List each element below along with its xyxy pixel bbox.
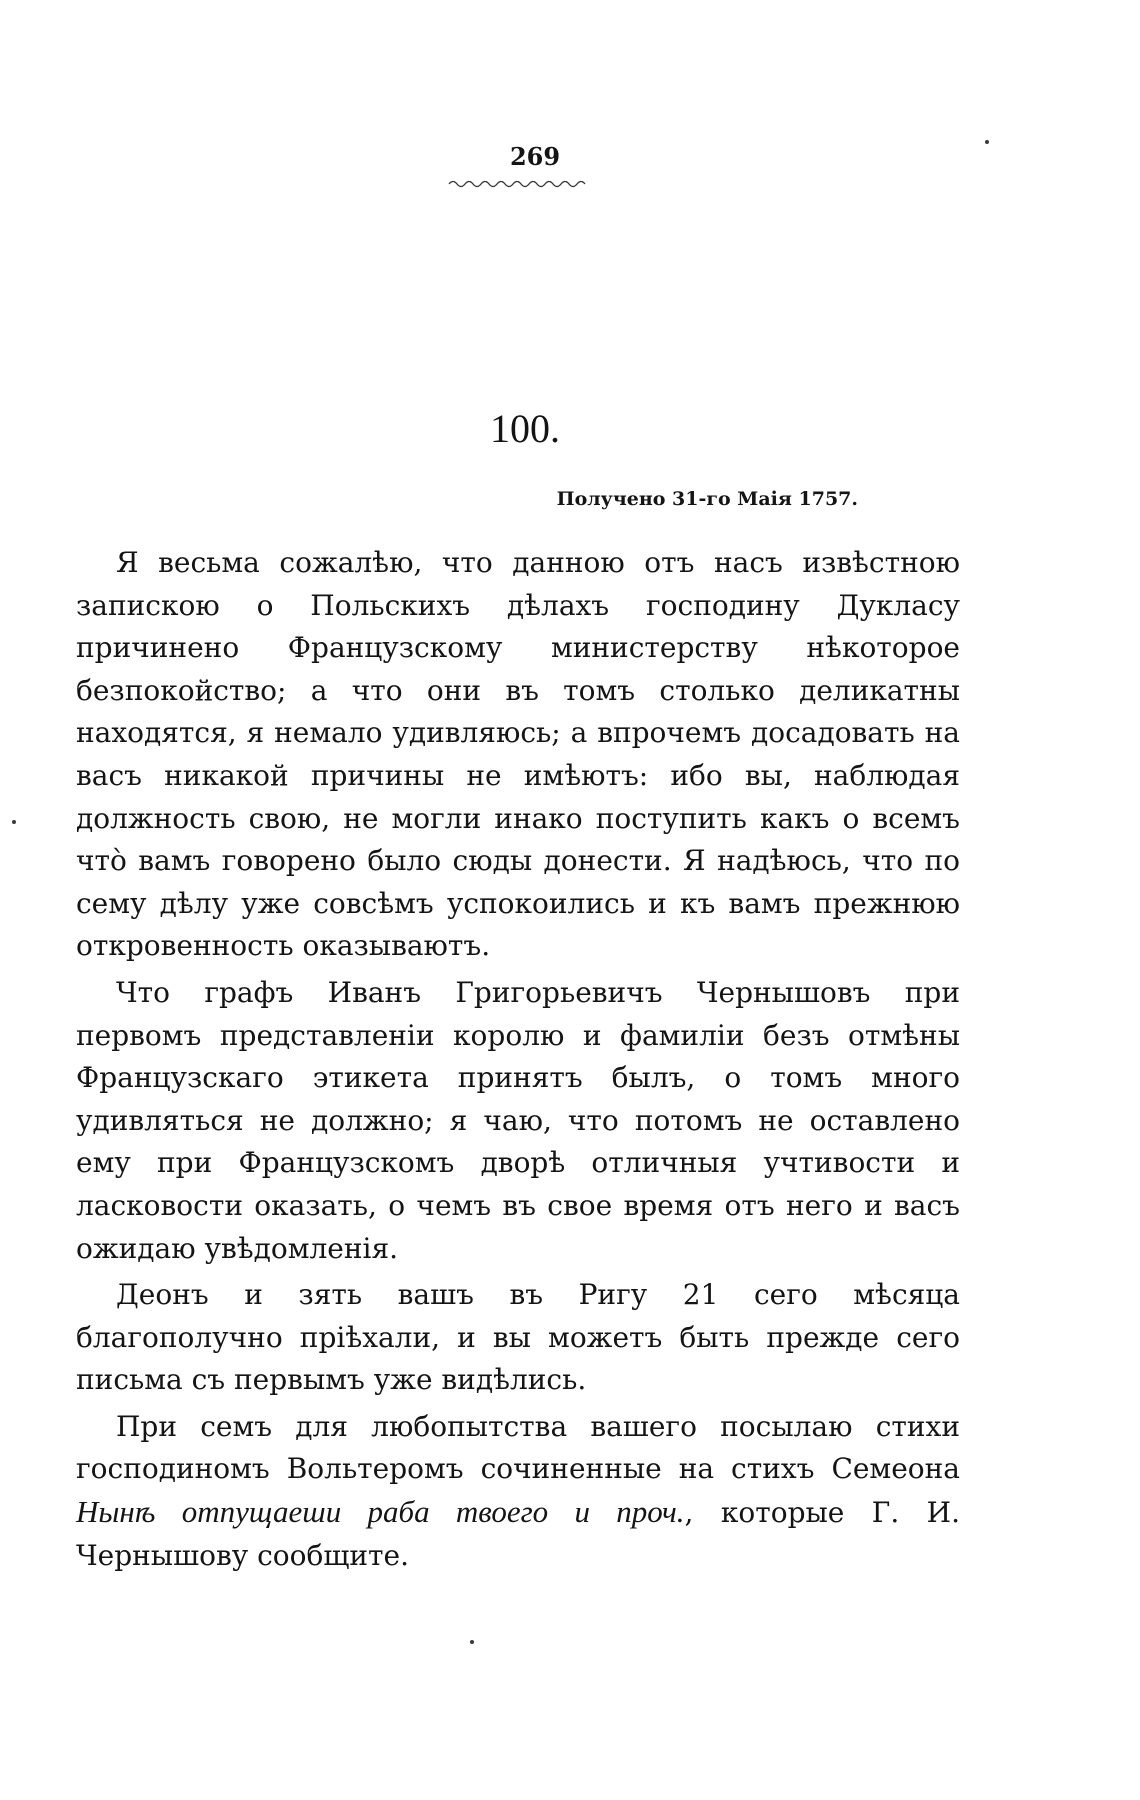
paragraph-4-italic-quote: Нынѣ отпущаеши раба твоего и проч.	[76, 1494, 685, 1530]
paragraph-4-text-before: При семъ для любопытства вашего посылаю стихи господиномъ Вольтеромъ сочиненные на стихъ Семеона	[76, 1409, 960, 1486]
letter-number-heading: 100.	[490, 406, 560, 451]
letter-body	[76, 542, 960, 1577]
print-speck	[985, 140, 989, 144]
print-speck	[470, 1640, 474, 1644]
paragraph-4-text-after: , которые Г. И. Чернышову сообщите.	[76, 1496, 960, 1572]
paragraph-4	[76, 1406, 960, 1577]
decorative-wavy-rule	[447, 178, 587, 190]
page-number: 269	[509, 142, 561, 171]
paragraph-3: Деонъ и зять вашъ въ Ригу 21 сего мѣсяца благополучно пріѣхали, и вы можетъ быть прежде сего письма съ первымъ уже видѣлись.	[76, 1278, 960, 1397]
paragraph-1: Я весьма сожалѣю, что данною отъ насъ извѣстною запискою о Польскихъ дѣлахъ господину Дукласу причинено Французскому министерству нѣкоторое безпокойство; а что они въ томъ столько деликатны находятся, я немало удивляюсь; а впрочемъ досадовать на васъ никакой причины не имѣютъ: ибо вы, наблюдая должность свою, не могли инако поступить какъ о всемъ чтò вамъ говорено было сюды донести. Я надѣюсь, что по сему дѣлу уже совсѣмъ успокоились и къ вамъ прежнюю откровенность оказываютъ.	[76, 546, 960, 963]
print-speck	[12, 820, 16, 824]
received-date-note: Получено 31-го Маія 1757.	[556, 488, 858, 510]
paragraph-2: Что графъ Иванъ Григорьевичъ Чернышовъ при первомъ представленіи королю и фамиліи безъ отмѣны Французскаго этикета принятъ былъ, о томъ много удивляться не должно; я чаю, что потомъ не оставлено ему при Французскомъ дворѣ отличныя учтивости и ласковости оказать, о чемъ въ свое время отъ него и васъ ожидаю увѣдомленія.	[76, 975, 960, 1265]
